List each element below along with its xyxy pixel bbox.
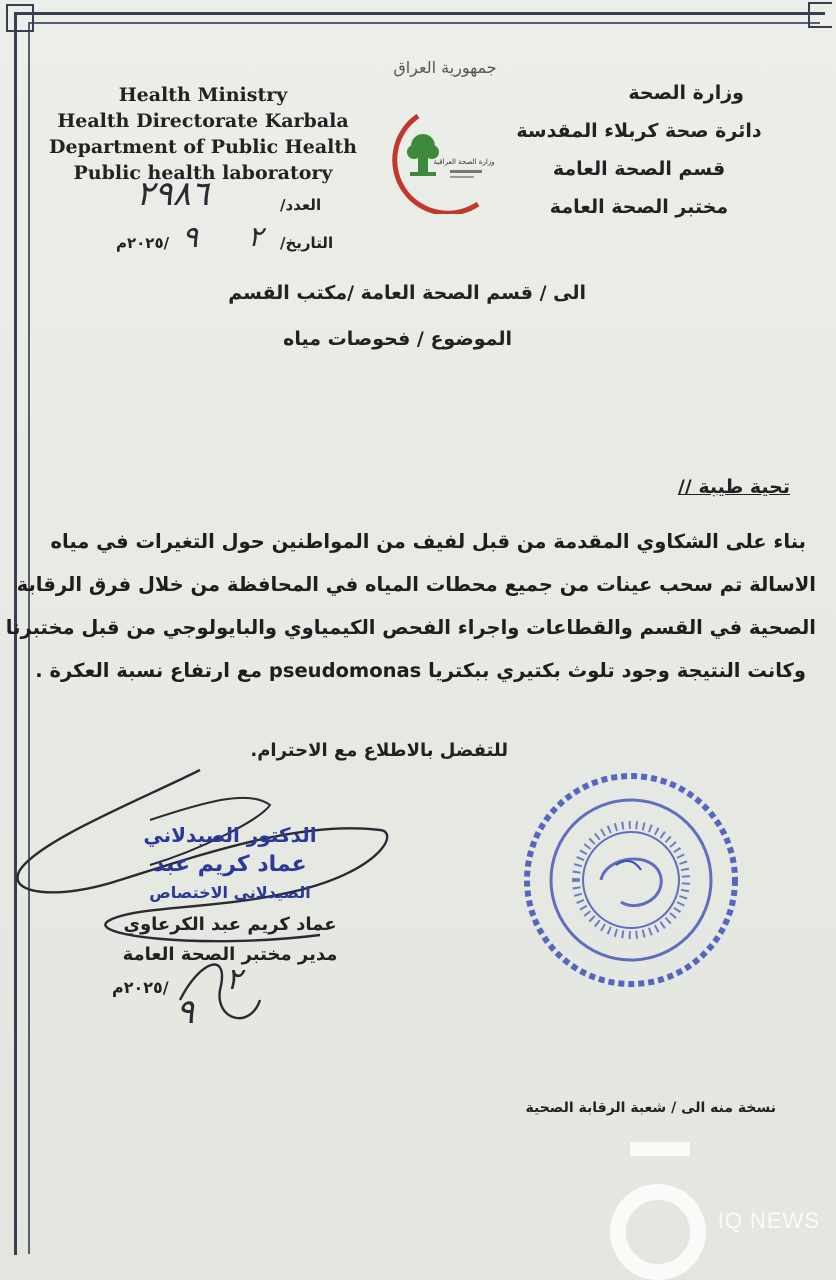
logo-caption: وزارة الصحة العراقية bbox=[433, 158, 495, 166]
department-en: Department of Public Health bbox=[49, 136, 357, 158]
body-line-3: الصحية في القسم والقطاعات واجراء الفحص الكيمياوي والبايولوجي من قبل مختبرنا bbox=[5, 616, 816, 639]
directorate-en: Health Directorate Karbala bbox=[57, 110, 349, 132]
official-seal-stamp bbox=[516, 760, 746, 1000]
laboratory-ar: مختبر الصحة العامة bbox=[549, 196, 729, 218]
reference-label: العدد/ bbox=[280, 196, 322, 214]
body-line-4: وكانت النتيجة وجود تلوث بكتيري ببكتريا pseudomonas مع ارتفاع نسبة العكرة . bbox=[35, 659, 806, 682]
signature-date-day: ٩ bbox=[176, 992, 195, 1032]
border-corner-ornament bbox=[6, 4, 34, 32]
arabic-letterhead bbox=[494, 74, 784, 226]
directorate-ar: دائرة صحة كربلاء المقدسة bbox=[516, 120, 762, 142]
date-day: ٩ bbox=[182, 220, 199, 255]
english-letterhead bbox=[48, 82, 358, 186]
signatory-title: مدير مختبر الصحة العامة bbox=[122, 944, 338, 965]
date-label: التاريخ/ bbox=[280, 234, 334, 252]
signatory-name: عماد كريم عبد الكرعاوي bbox=[123, 914, 337, 935]
date-month: ٢ bbox=[248, 220, 264, 253]
signature-block bbox=[60, 820, 400, 970]
signature-stamp-title: الدكتور الصيدلاني bbox=[143, 823, 317, 847]
subject-line: الموضوع / فحوصات مياه bbox=[283, 328, 512, 350]
addressee-line: الى / قسم الصحة العامة /مكتب القسم bbox=[228, 282, 586, 304]
date-year: /٢٠٢٥م bbox=[116, 234, 170, 252]
letter-body bbox=[5, 520, 816, 692]
republic-of-iraq: جمهورية العراق bbox=[393, 58, 497, 77]
laboratory-en: Public health laboratory bbox=[73, 162, 333, 184]
watermark-label: IQ NEWS bbox=[717, 1208, 820, 1233]
border-corner-ornament-right bbox=[808, 2, 832, 28]
reference-number: ٢٩٨٦ bbox=[136, 174, 210, 214]
closing-line: للتفضل بالاطلاع مع الاحترام. bbox=[250, 740, 508, 761]
body-line-1: بناء على الشكاوي المقدمة من قبل لفيف من المواطنين حول التغيرات في مياه bbox=[50, 530, 806, 553]
signature-date-year: /٢٠٢٥م bbox=[112, 978, 169, 997]
body-line-2: الاسالة تم سحب عينات من جميع محطات المياه في المحافظة من خلال فرق الرقابة bbox=[16, 573, 816, 596]
department-ar: قسم الصحة العامة bbox=[552, 158, 726, 180]
ministry-logo-icon bbox=[378, 108, 496, 214]
greeting: تحية طيبة // bbox=[677, 476, 790, 498]
signature-date-month: ٢ bbox=[226, 962, 243, 997]
ministry-en: Health Ministry bbox=[118, 84, 288, 106]
signature-stamp-name: عماد كريم عبد bbox=[153, 852, 307, 877]
ministry-ar: وزارة الصحة bbox=[628, 82, 744, 104]
copy-to-line: نسخة منه الى / شعبة الرقابة الصحية bbox=[525, 1100, 776, 1116]
signature-stamp-specialty: الصيدلاني الاختصاص bbox=[149, 883, 311, 902]
